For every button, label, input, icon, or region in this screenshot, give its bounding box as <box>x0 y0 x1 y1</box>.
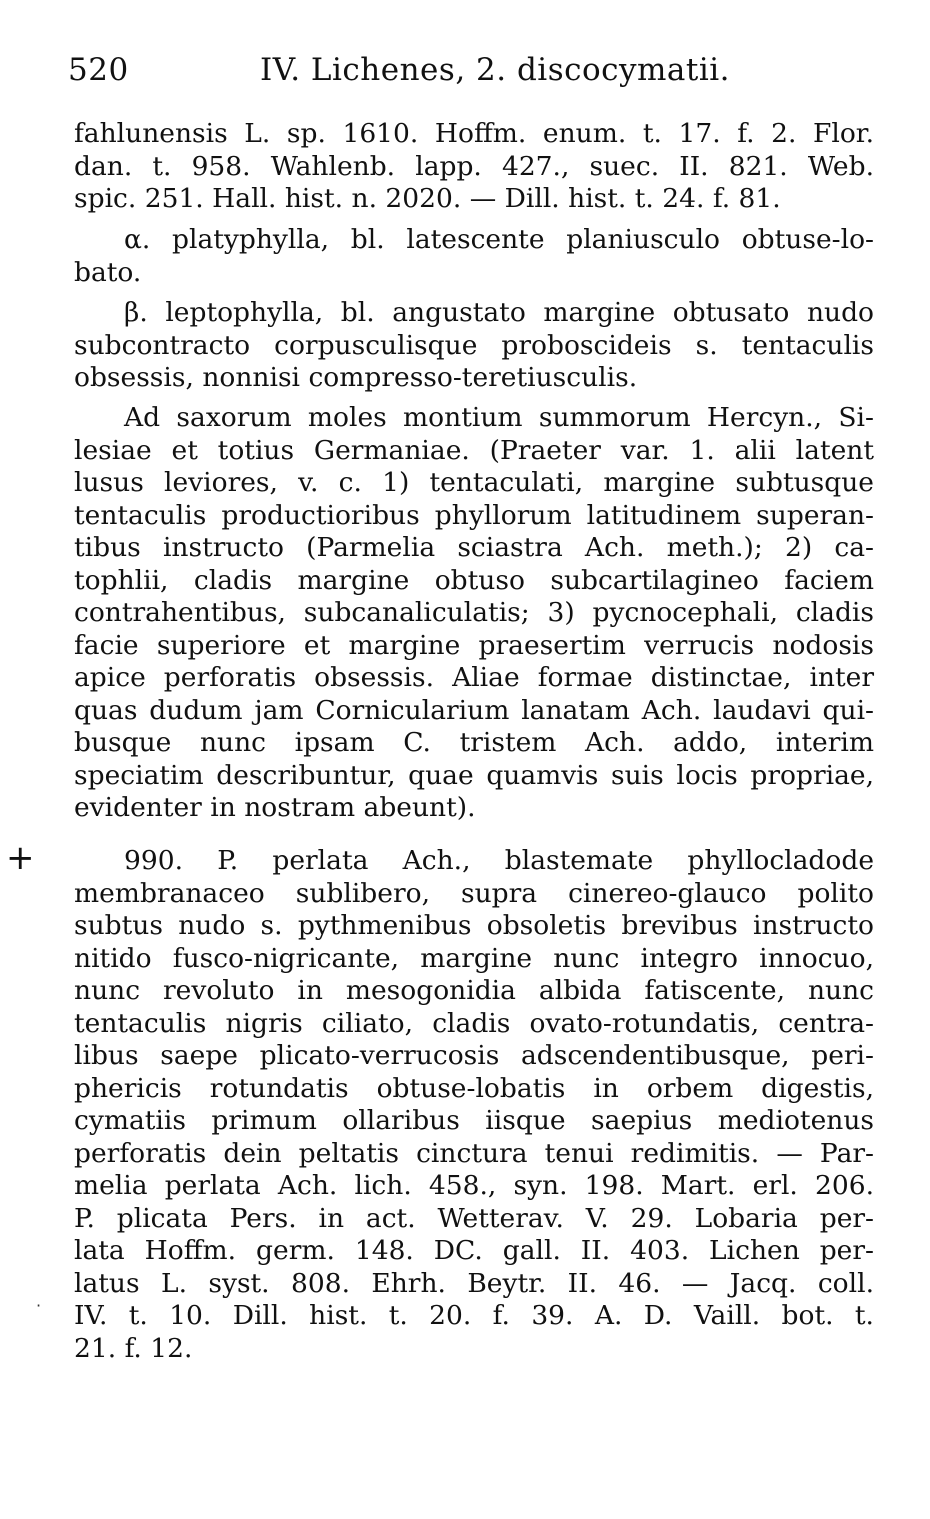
text-line: quas dudum jam Cornicularium lanatam Ach. laudavi qui- <box>74 694 874 726</box>
text-line: lata Hoffm. germ. 148. DC. gall. II. 403. Lichen per- <box>74 1235 874 1266</box>
text-line: Ad saxorum moles montium summorum Hercyn., Si- <box>124 402 874 433</box>
text-line: IV. t. 10. Dill. hist. t. 20. f. 39. A. D. Vaill. bot. t. <box>74 1300 874 1331</box>
running-head: IV. Lichenes, 2. discocymatii. <box>260 52 731 88</box>
text-line: bato. <box>74 256 142 288</box>
text-line: P. plicata Pers. in act. Wetterav. V. 29. Lobaria per- <box>74 1202 874 1234</box>
margin-dot-mark: · <box>36 1296 42 1315</box>
text-line: apice perforatis obsessis. Aliae formae distinctae, inter <box>74 662 874 693</box>
text-line: dan. t. 958. Wahlenb. lapp. 427., suec. II. 821. Web. <box>74 150 874 182</box>
text-line: melia perlata Ach. lich. 458., syn. 198. Mart. erl. 206. <box>74 1170 874 1201</box>
text-line: 990. P. perlata Ach., blastemate phyllocladode <box>124 845 874 876</box>
text-line: speciatim describuntur, quae quamvis suis locis propriae, <box>74 759 874 791</box>
handwritten-cross-mark: + <box>6 838 35 878</box>
page <box>68 40 874 1480</box>
text-line: subcontracto corpusculisque proboscideis s. tentaculis <box>74 329 874 361</box>
text-line: contrahentibus, subcanaliculatis; 3) pycnocephali, cladis <box>74 597 874 628</box>
text-line: β. leptophylla, bl. angustato margine obtusato nudo <box>124 297 874 328</box>
text-line: perforatis dein peltatis cinctura tenui redimitis. — Par- <box>74 1137 874 1169</box>
text-line: α. platyphylla, bl. latescente planiusculo obtuse-lo- <box>124 224 874 255</box>
text-line: evidenter in nostram abeunt). <box>74 792 476 823</box>
page-header <box>68 40 874 100</box>
variety-alpha <box>74 224 874 289</box>
text-line: subtus nudo s. pythmenibus obsoletis brevibus instructo <box>74 910 874 941</box>
text-line: tentaculis productioribus phyllorum latitudinem superan- <box>74 499 874 531</box>
text-line: lesiae et totius Germaniae. (Praeter var. 1. alii latent <box>74 434 874 466</box>
text-line: 21. f. 12. <box>74 1332 193 1364</box>
variety-beta <box>74 297 874 395</box>
text-line: libus saepe plicato-verrucosis adscendentibusque, peri- <box>74 1040 874 1071</box>
text-line: obsessis, nonnisi compresso-teretiusculis. <box>74 362 638 393</box>
text-line: fahlunensis L. sp. 1610. Hoffm. enum. t. 17. f. 2. Flor. <box>74 118 874 149</box>
text-line: tibus instructo (Parmelia sciastra Ach. meth.); 2) ca- <box>74 532 874 563</box>
text-line: nitido fusco-nigricante, margine nunc integro innocuo, <box>74 942 874 974</box>
species-990-paragraph <box>74 845 874 1365</box>
text-line: lusus leviores, v. c. 1) tentaculati, margine subtusque <box>74 467 874 498</box>
text-line: busque nunc ipsam C. tristem Ach. addo, interim <box>74 727 874 758</box>
habitat-paragraph <box>74 402 874 825</box>
text-line: tophlii, cladis margine obtuso subcartilagineo faciem <box>74 564 874 596</box>
text-line: membranaceo sublibero, supra cinereo-glauco polito <box>74 877 874 909</box>
text-line: nunc revoluto in mesogonidia albida fatiscente, nunc <box>74 975 874 1006</box>
synonymy-paragraph <box>74 118 874 216</box>
text-line: cymatiis primum ollaribus iisque saepius mediotenus <box>74 1105 874 1136</box>
text-line: spic. 251. Hall. hist. n. 2020. — Dill. hist. t. 24. f. 81. <box>74 183 781 214</box>
page-number: 520 <box>68 52 129 88</box>
text-line: phericis rotundatis obtuse-lobatis in orbem digestis, <box>74 1072 874 1104</box>
text-line: latus L. syst. 808. Ehrh. Beytr. II. 46. — Jacq. coll. <box>74 1267 874 1299</box>
text-line: tentaculis nigris ciliato, cladis ovato-rotundatis, centra- <box>74 1007 874 1039</box>
text-line: facie superiore et margine praesertim verrucis nodosis <box>74 629 874 661</box>
